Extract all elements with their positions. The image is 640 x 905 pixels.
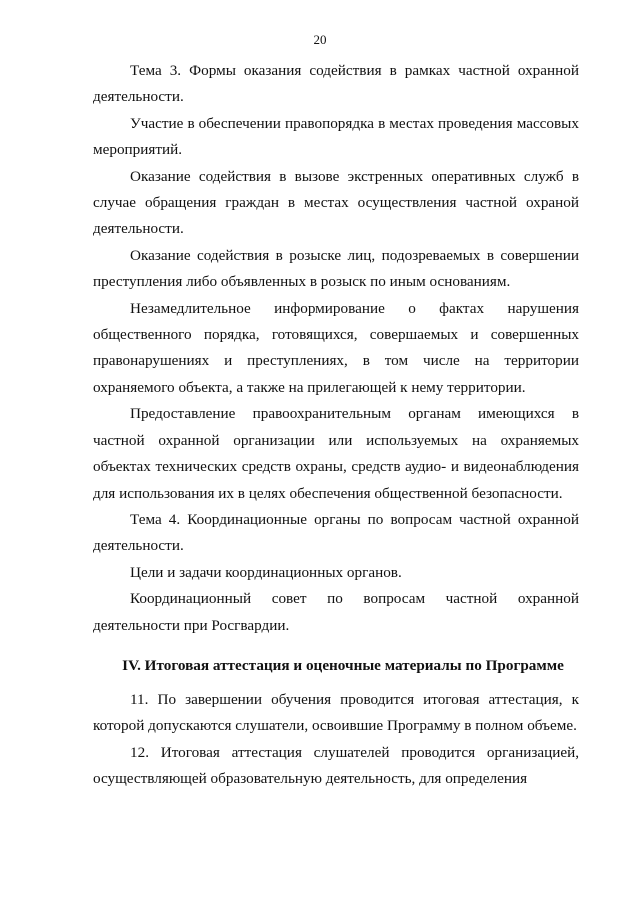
paragraph-coordination-council: Координационный совет по вопросам частной охранной деятельности при Росгвардии. — [93, 590, 579, 634]
paragraph-public-order: Участие в обеспечении правопорядка в местах проведения массовых мероприятий. — [93, 114, 579, 159]
page-number: 20 — [313, 32, 327, 47]
paragraph-immediate-reporting: Незамедлительное информирование о фактах нарушения общественного порядка, готовящихся, совершаемых и совершенных правонарушениях и преступлениях, в том числе на территории охраняемого объекта, а также на прилегающей к нему территории. — [93, 299, 579, 396]
paragraph-emergency-services: Оказание содействия в вызове экстренных оперативных служб в случае обращения граждан в местах осуществления частной охраной деятельности. — [93, 167, 579, 238]
document-body — [93, 58, 579, 793]
section-heading: IV. Итоговая аттестация и оценочные материалы по Программе — [122, 656, 564, 674]
paragraph-search-assistance: Оказание содействия в розыске лиц, подозреваемых в совершении преступления либо объявленных в розыск по иным основаниям. — [93, 246, 579, 291]
paragraph-item-12: 12. Итоговая аттестация слушателей проводится организацией, осуществляющей образовательную деятельность, для определения — [93, 743, 579, 788]
paragraph-topic-3-title: Тема 3. Формы оказания содействия в рамках частной охранной деятельности. — [93, 62, 579, 106]
paragraph-item-11: 11. По завершении обучения проводится итоговая аттестация, к которой допускаются слушатели, освоившие Программу в полном объеме. — [93, 690, 579, 735]
paragraph-goals: Цели и задачи координационных органов. — [130, 563, 402, 581]
paragraph-technical-means: Предоставление правоохранительным органам имеющихся в частной охранной организации или используемых на охраняемых объектах технических средств охраны, средств аудио- и видеонаблюдения для использования их в целях обеспечения общественной безопасности. — [93, 405, 579, 502]
paragraph-topic-4-title: Тема 4. Координационные органы по вопросам частной охранной деятельности. — [93, 510, 579, 555]
